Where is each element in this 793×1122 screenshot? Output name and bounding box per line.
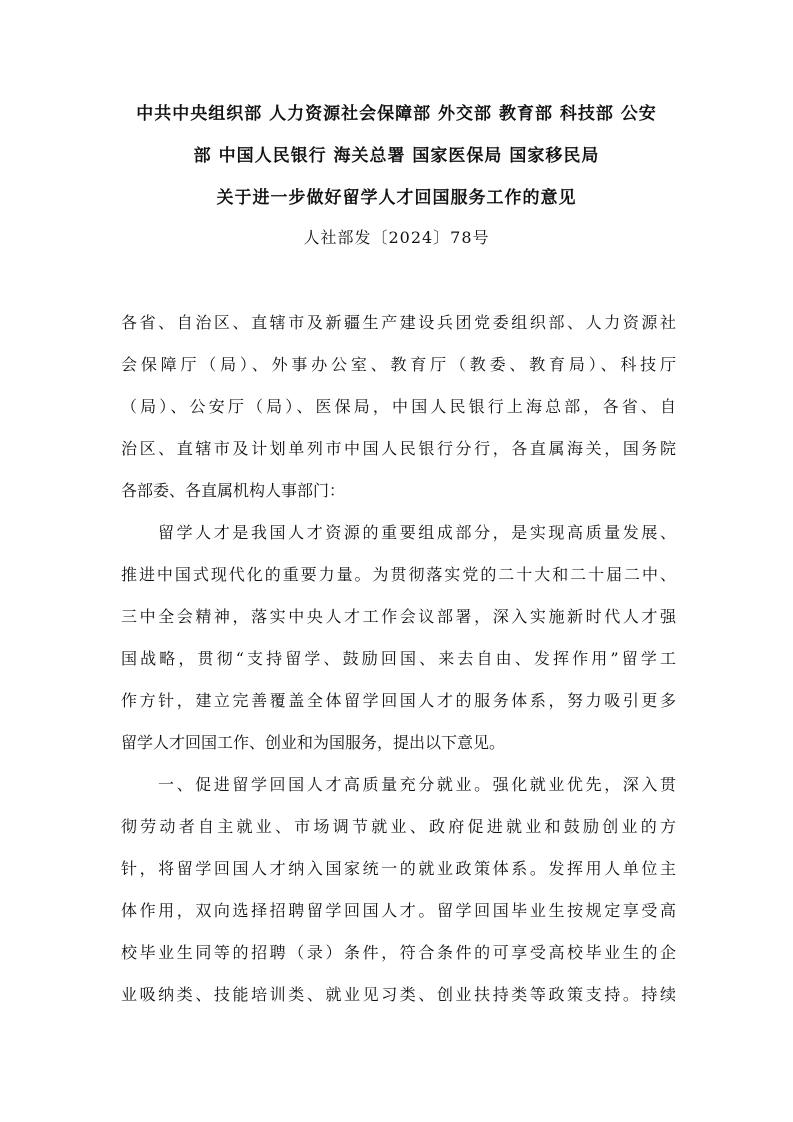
document-number: 人社部发〔2024〕78号: [303, 228, 490, 247]
addressee-line: （局）、公安厅（局）、医保局，中国人民银行上海总部，各省、自: [121, 397, 676, 416]
paragraph-2-line: 业吸纳类、技能培训类、就业见习类、创业扶持类等政策支持。持续: [121, 985, 676, 1004]
paragraph-1-line: 国战略，贯彻“支持留学、鼓励回国、来去自由、发挥作用”留学工: [121, 649, 676, 668]
paragraph-1-line: 作方针，建立完善覆盖全体留学回国人才的服务体系，努力吸引更多: [121, 691, 676, 710]
paragraph-1-line: 留学人才回国工作、创业和为国服务，提出以下意见。: [121, 733, 506, 752]
paragraph-2-line: 校毕业生同等的招聘（录）条件，符合条件的可享受高校毕业生的企: [121, 943, 676, 962]
addressee-line: 各部委、各直属机构人事部门：: [121, 481, 346, 500]
paragraph-2-line: 一、促进留学回国人才高质量充分就业。强化就业优先，深入贯: [158, 775, 676, 794]
title-line-1: 中共中央组织部 人力资源社会保障部 外交部 教育部 科技部 公安: [136, 104, 657, 124]
title-line-3: 关于进一步做好留学人才回国服务工作的意见: [216, 188, 577, 208]
addressee-line: 会保障厅（局）、外事办公室、教育厅（教委、教育局）、科技厅: [121, 355, 676, 374]
paragraph-2-line: 体作用，双向选择招聘留学回国人才。留学回国毕业生按规定享受高: [121, 901, 676, 920]
paragraph-1-line: 推进中国式现代化的重要力量。为贯彻落实党的二十大和二十届二中、: [121, 565, 676, 584]
paragraph-1-line: 三中全会精神，落实中央人才工作会议部署，深入实施新时代人才强: [121, 607, 676, 626]
addressee-line: 治区、直辖市及计划单列市中国人民银行分行，各直属海关，国务院: [121, 439, 676, 458]
addressee-line: 各省、自治区、直辖市及新疆生产建设兵团党委组织部、人力资源社: [121, 313, 676, 332]
paragraph-2-line: 针，将留学回国人才纳入国家统一的就业政策体系。发挥用人单位主: [121, 859, 676, 878]
title-line-2: 部 中国人民银行 海关总署 国家医保局 国家移民局: [193, 146, 600, 166]
paragraph-2-line: 彻劳动者自主就业、市场调节就业、政府促进就业和鼓励创业的方: [121, 817, 676, 836]
paragraph-1-line: 留学人才是我国人才资源的重要组成部分，是实现高质量发展、: [158, 523, 676, 542]
